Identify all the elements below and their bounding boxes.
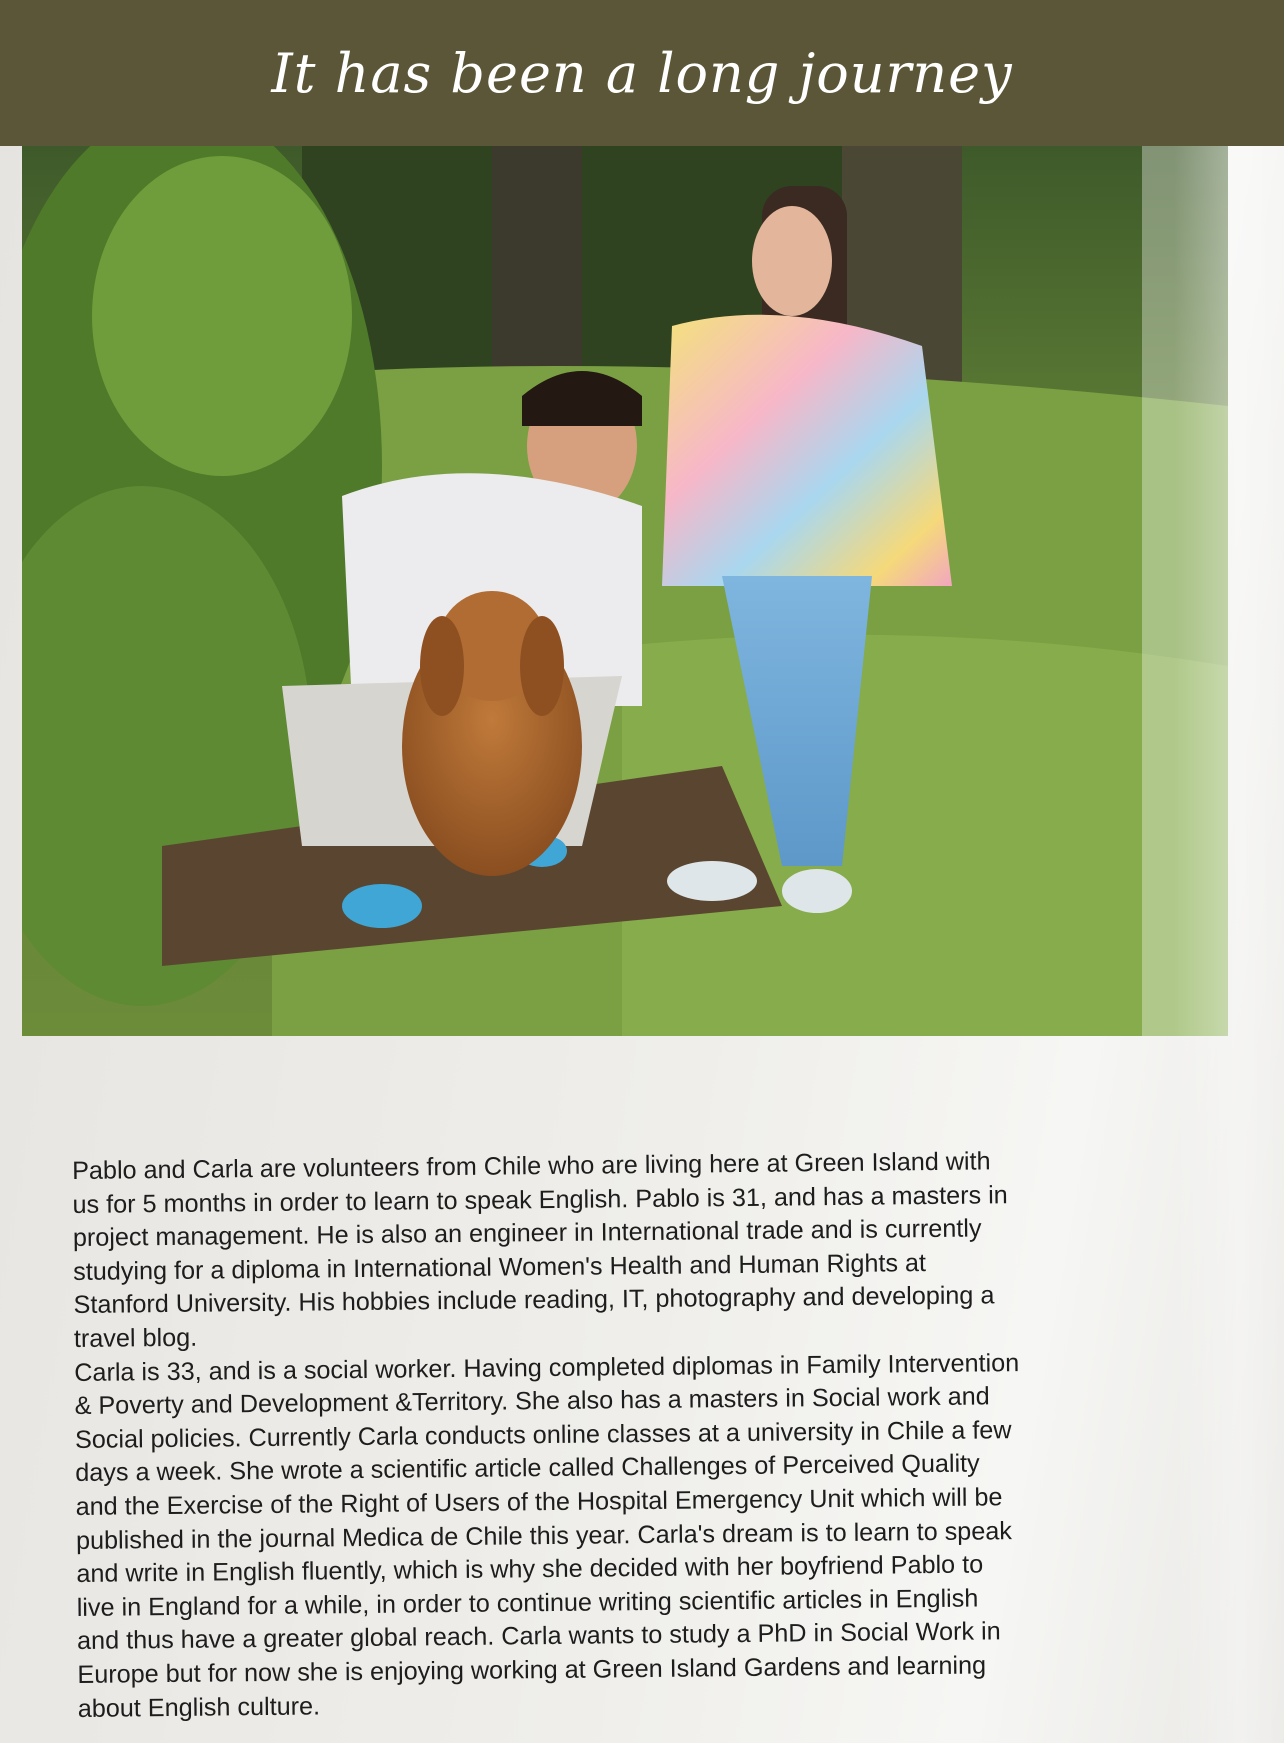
article-text bbox=[72, 1143, 1188, 1726]
couple-dog-photo bbox=[22, 146, 1228, 1036]
article-paragraph-pablo: Pablo and Carla are volunteers from Chile who are living here at Green Island with us for 5 months in order to learn to speak English. Pablo is 31, and has a masters in project management. He is also an engineer in International trade and is currently studying for a diploma in International Women's Health and Human Rights at Stanford University. His hobbies include reading, IT, photography and developing a travel blog. bbox=[72, 1147, 1008, 1353]
article-paragraph-carla: Carla is 33, and is a social worker. Having completed diplomas in Family Intervention & Poverty and Development &Territory. She also has a masters in Social work and Social policies. Currently Carla conducts online classes at a university in Chile a few days a week. She wrote a scientific article called Challenges of Perceived Quality and the Exercise of the Right of Users of the Hospital Emergency Unit which will be published in the journal Medica de Chile this year. Carla's dream is to learn to speak and write in English fluently, which is why she decided with her boyfriend Pablo to live in England for a while, in order to continue writing scientific articles in English and thus have a greater global reach. Carla wants to study a PhD in Social Work in Europe but for now she is enjoying working at Green Island Gardens and learning about English culture. bbox=[74, 1348, 1020, 1723]
story-caption: It has been a long journey bbox=[271, 41, 1013, 105]
caption-bar bbox=[0, 0, 1284, 146]
